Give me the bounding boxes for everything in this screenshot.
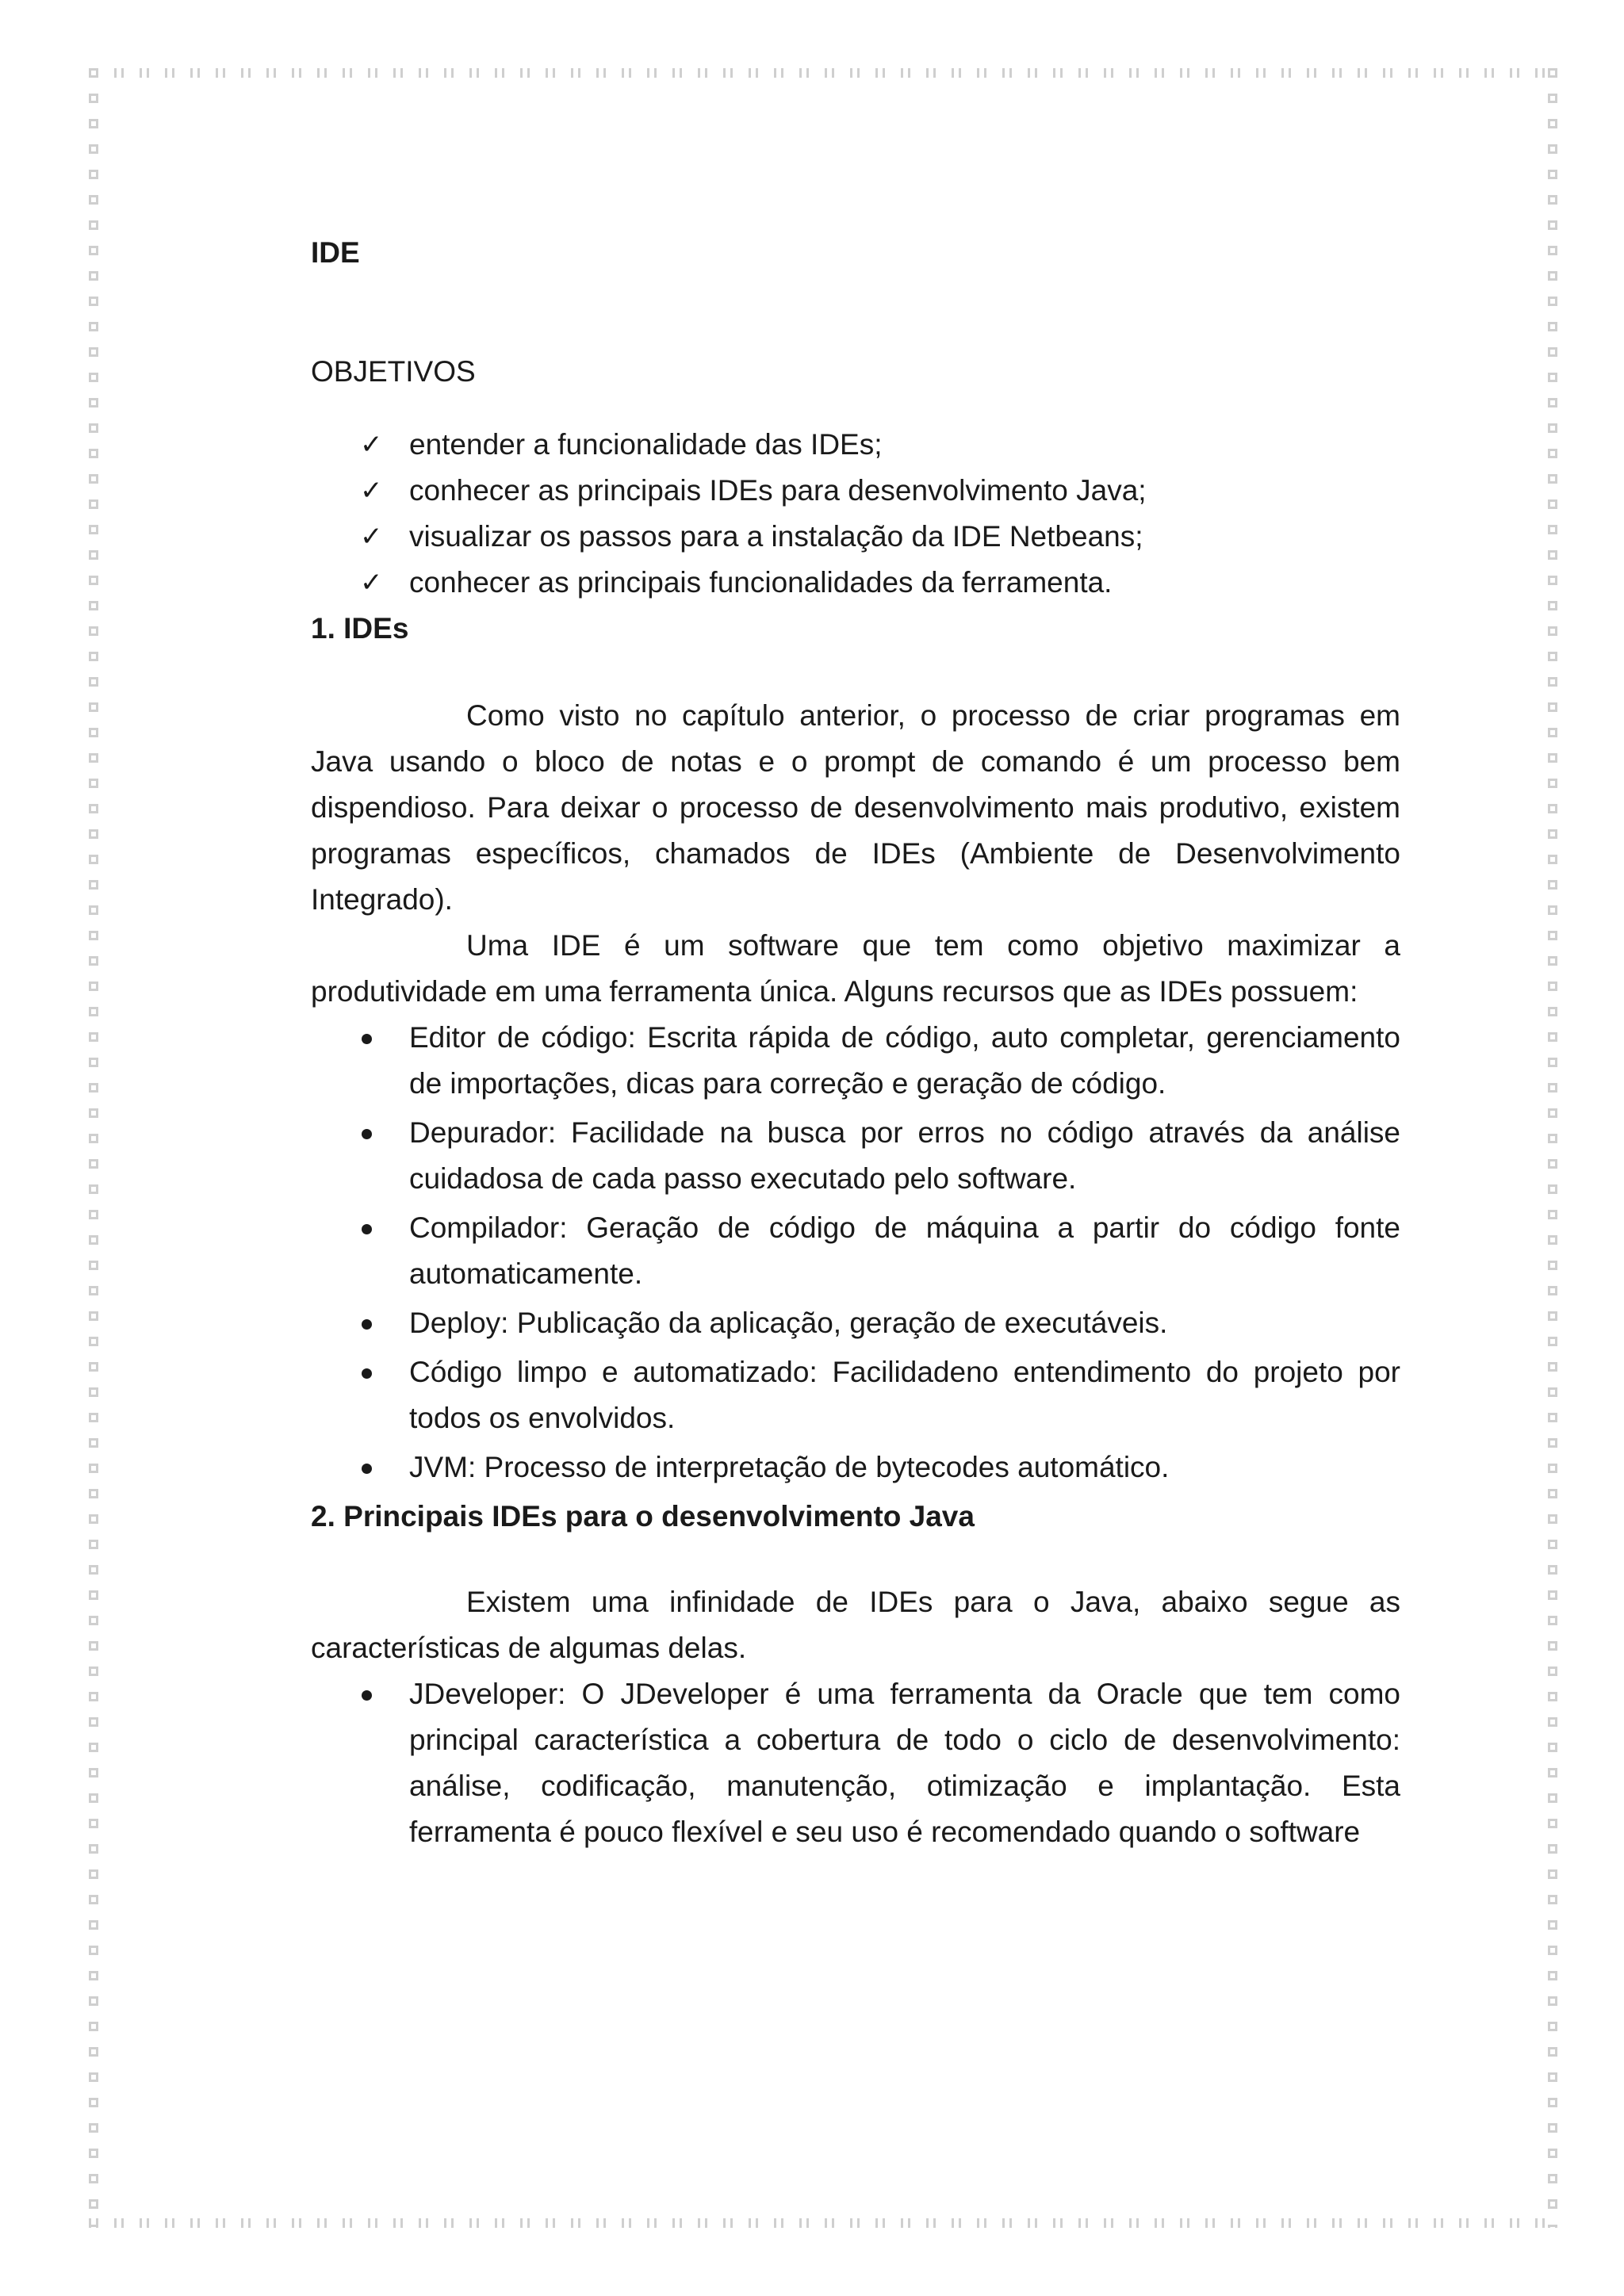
checkmark-icon: ✓	[360, 475, 383, 507]
section-1-heading: 1. IDEs	[311, 612, 409, 645]
section-2-paragraph-1: Existem uma infinidade de IDEs para o Java, abaixo segue as características de algumas delas.	[311, 1586, 1400, 1664]
section-1-paragraph-2: Uma IDE é um software que tem como objetivo maximizar a produtividade em uma ferramenta única. Alguns recursos que as IDEs possuem:	[311, 929, 1400, 1008]
bullet-icon	[362, 1690, 372, 1701]
objective-text: entender a funcionalidade das IDEs;	[409, 428, 883, 461]
document-title: IDE	[311, 236, 360, 269]
bullet-icon	[362, 1319, 372, 1330]
feature-text: Editor de código: Escrita rápida de código, auto completar, gerenciamento de importações, dicas para correção e geração de código.	[409, 1021, 1400, 1100]
feature-item	[311, 1015, 1400, 1107]
feature-text: JVM: Processo de interpretação de bytecodes automático.	[409, 1451, 1170, 1483]
checkmark-icon: ✓	[360, 567, 383, 599]
feature-item	[311, 1349, 1400, 1441]
border-left	[89, 68, 98, 2228]
ide-text: JDeveloper: O JDeveloper é uma ferramenta da Oracle que tem como principal característica a cobertura de todo o ciclo de desenvolvimento: análise, codificação, manutenção, otimização e implantação. Esta ferramenta é pouco flexível e seu uso é recomendado quando o software	[409, 1678, 1400, 1848]
document-body	[311, 230, 1400, 1858]
feature-item	[311, 1445, 1400, 1490]
section-1-body	[311, 693, 1400, 1490]
feature-item	[311, 1300, 1400, 1346]
feature-text: Depurador: Facilidade na busca por erros no código através da análise cuidadosa de cada passo executado pelo software.	[409, 1116, 1400, 1195]
border-bottom	[89, 2218, 1557, 2228]
bullet-icon	[362, 1034, 372, 1044]
bullet-icon	[362, 1129, 372, 1139]
bullet-icon	[362, 1464, 372, 1474]
ide-item	[311, 1671, 1400, 1855]
objective-item	[311, 468, 1400, 514]
section-1-paragraph-1: Como visto no capítulo anterior, o processo de criar programas em Java usando o bloco de notas e o prompt de comando é um processo bem dispendioso. Para deixar o processo de desenvolvimento mais produtivo, existem programas específicos, chamados de IDEs (Ambiente de Desenvolvimento Integrado).	[311, 699, 1400, 916]
section-2-heading: 2. Principais IDEs para o desenvolvimento Java	[311, 1500, 975, 1533]
feature-item	[311, 1110, 1400, 1202]
objective-text: conhecer as principais IDEs para desenvolvimento Java;	[409, 474, 1147, 507]
section-2-body	[311, 1579, 1400, 1855]
objectives-list	[311, 422, 1400, 606]
feature-text: Código limpo e automatizado: Facilidadeno entendimento do projeto por todos os envolvidos.	[409, 1356, 1400, 1434]
bullet-icon	[362, 1224, 372, 1234]
border-right	[1548, 68, 1557, 2228]
objective-item	[311, 422, 1400, 468]
feature-item	[311, 1205, 1400, 1297]
objective-text: visualizar os passos para a instalação da IDE Netbeans;	[409, 520, 1143, 553]
feature-text: Compilador: Geração de código de máquina a partir do código fonte automaticamente.	[409, 1211, 1400, 1290]
bullet-icon	[362, 1368, 372, 1379]
checkmark-icon: ✓	[360, 521, 383, 553]
objective-item	[311, 514, 1400, 560]
objective-text: conhecer as principais funcionalidades da ferramenta.	[409, 566, 1113, 599]
border-top	[89, 68, 1557, 78]
feature-text: Deploy: Publicação da aplicação, geração de executáveis.	[409, 1307, 1168, 1339]
feature-list	[311, 1015, 1400, 1490]
objective-item	[311, 560, 1400, 606]
ide-list	[311, 1671, 1400, 1855]
objectives-label: OBJETIVOS	[311, 355, 476, 388]
checkmark-icon: ✓	[360, 429, 383, 461]
